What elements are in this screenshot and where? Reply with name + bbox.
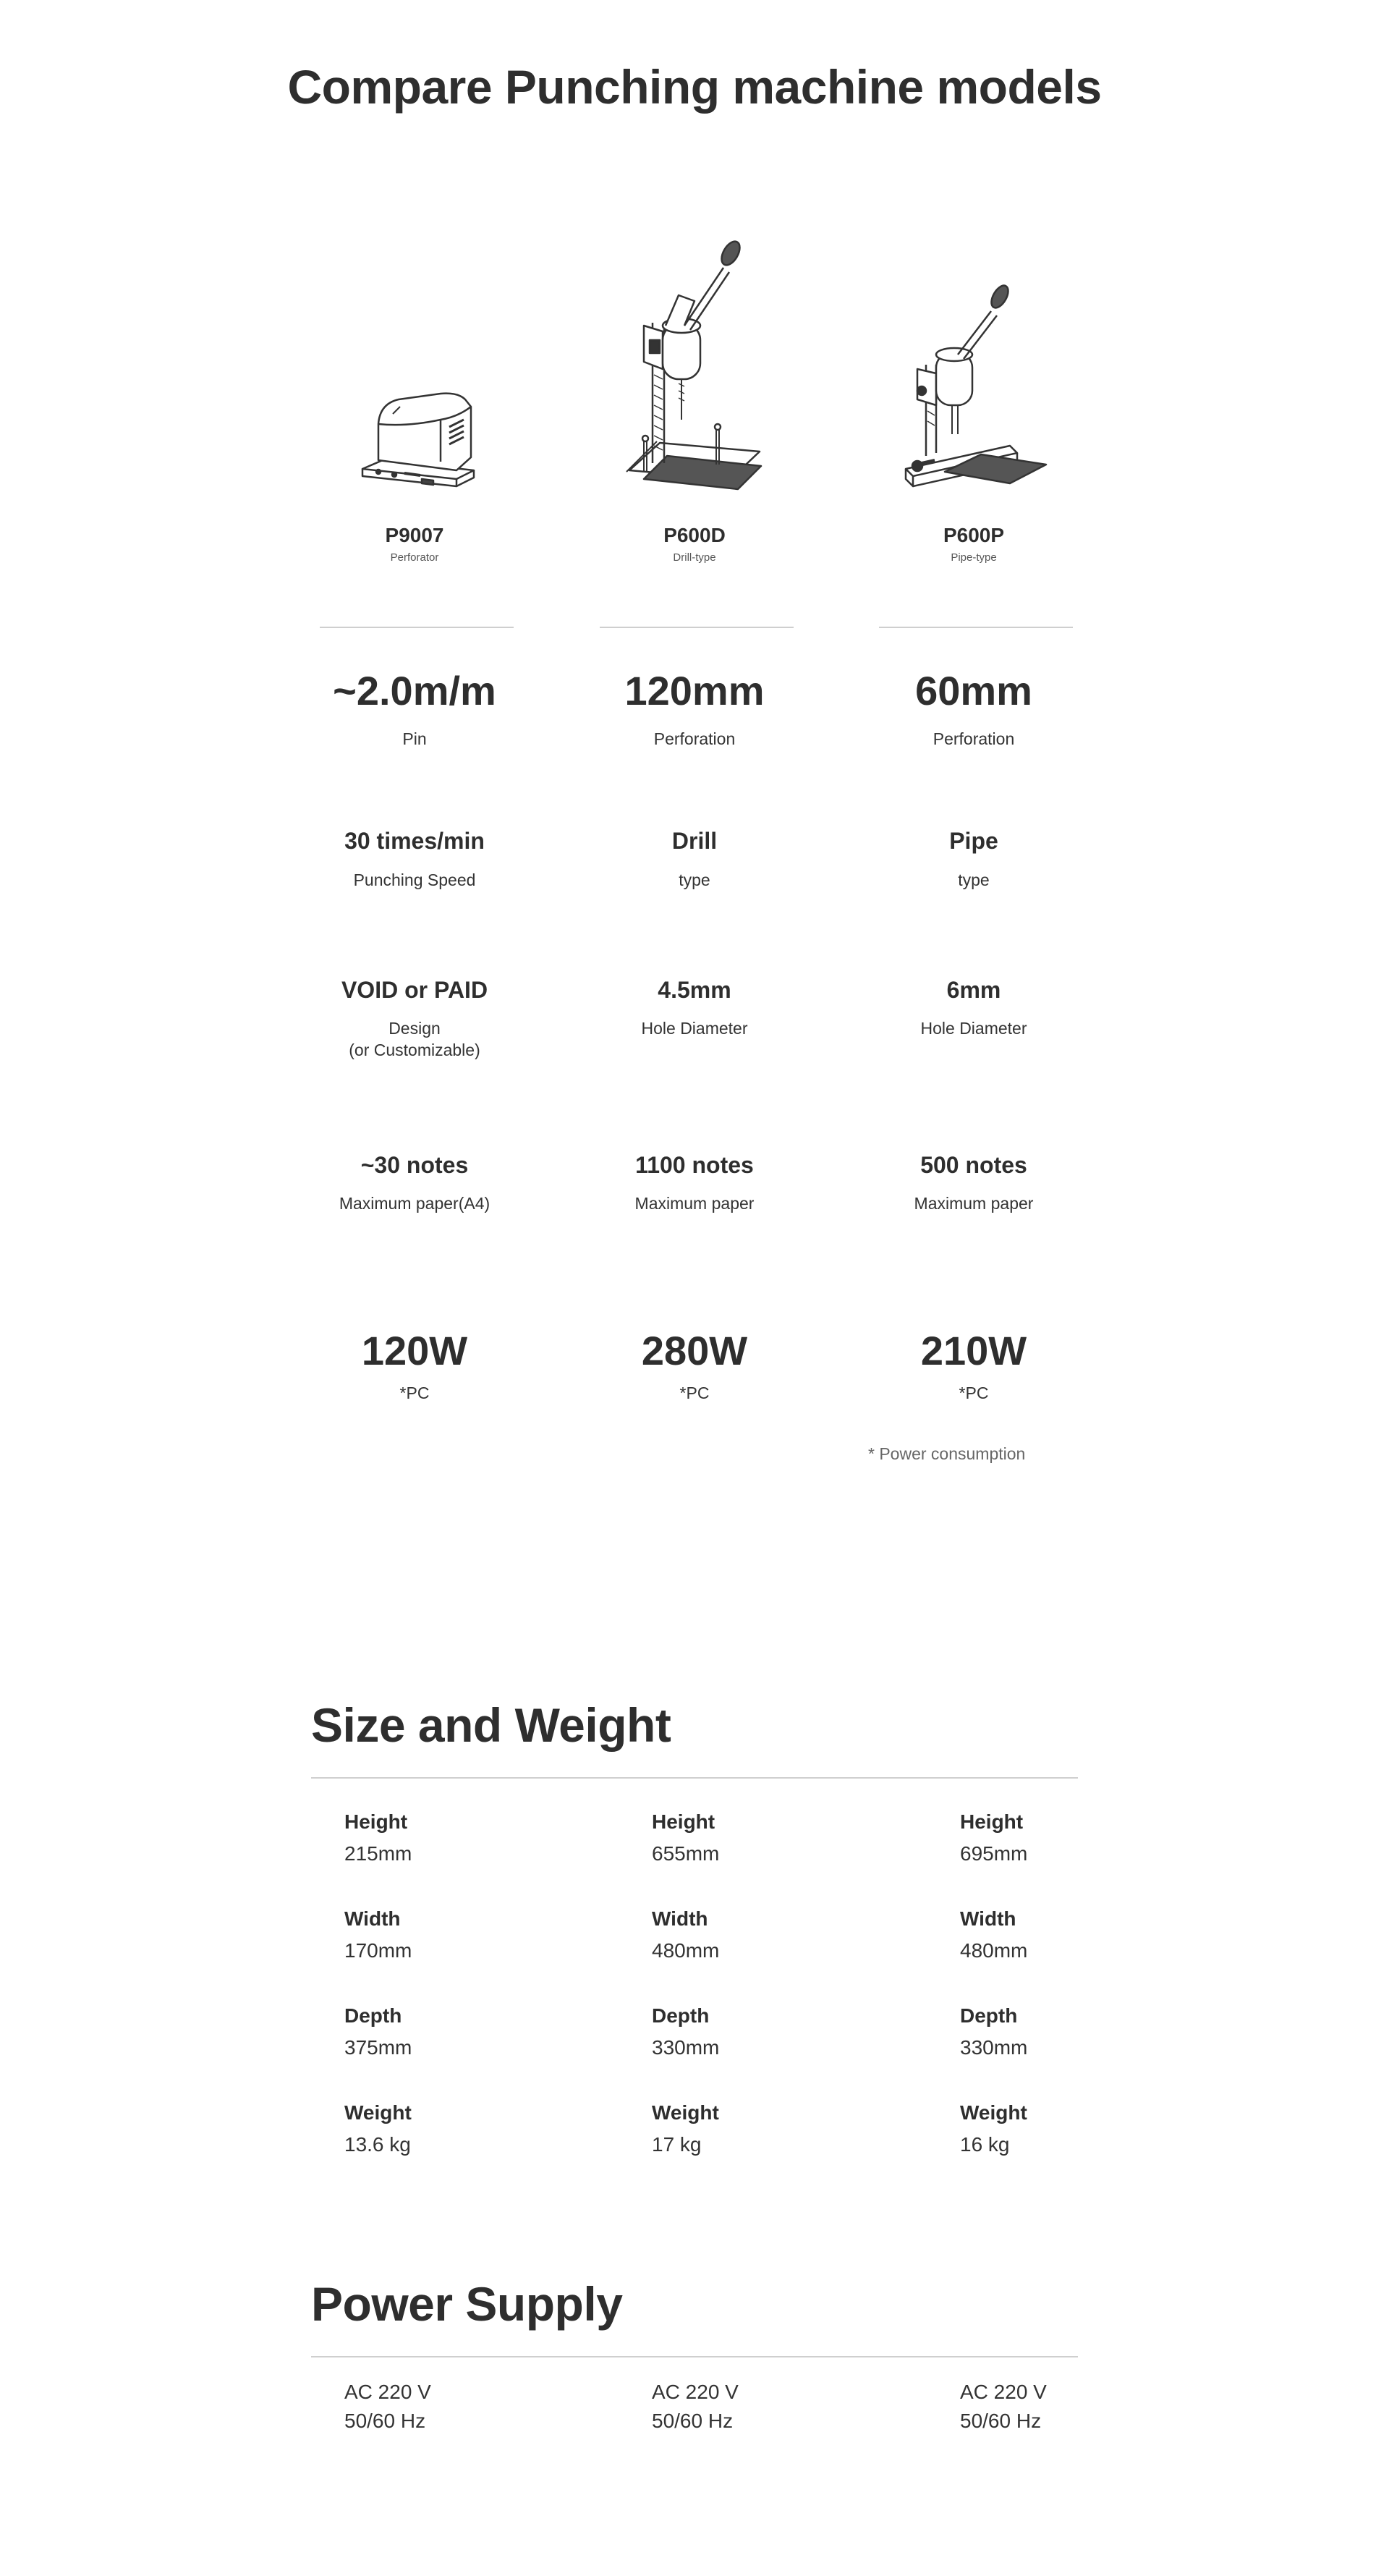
height-value: 215mm — [344, 1842, 412, 1865]
spec-speed-label: Punching Speed — [353, 870, 476, 889]
spec-perforation-value: 120mm — [624, 668, 765, 713]
spec-power-value: 120W — [361, 1328, 468, 1373]
voltage-value: AC 220 V — [344, 2381, 431, 2403]
width-label: Width — [652, 1907, 708, 1930]
spec-paper-value: 500 notes — [920, 1152, 1027, 1178]
size-weight-title: Size and Weight — [311, 1698, 671, 1752]
height-label: Height — [652, 1810, 715, 1833]
model-subtitle: Pipe-type — [951, 551, 997, 564]
depth-value: 375mm — [344, 2036, 412, 2059]
spec-hole-value: 4.5mm — [658, 977, 731, 1003]
spec-type-label: type — [958, 870, 990, 889]
spec-perforation-value: 60mm — [915, 668, 1032, 713]
width-label: Width — [960, 1907, 1016, 1930]
spec-design-value: VOID or PAID — [341, 977, 488, 1003]
column-divider — [879, 627, 1073, 628]
pipe-punching-machine-icon — [836, 210, 1111, 499]
weight-label: Weight — [652, 2101, 719, 2124]
depth-value: 330mm — [960, 2036, 1028, 2059]
size-weight-divider — [311, 1777, 1078, 1779]
height-value: 695mm — [960, 1842, 1028, 1865]
width-value: 480mm — [960, 1939, 1028, 1962]
width-label: Width — [344, 1907, 401, 1930]
drill-punching-machine-icon — [557, 210, 832, 499]
spec-paper-value: 1100 notes — [635, 1152, 754, 1178]
spec-type-value: Drill — [671, 828, 718, 854]
spec-power-label: *PC — [959, 1384, 989, 1402]
spec-perforation-label: Perforation — [653, 729, 736, 748]
width-value: 480mm — [652, 1939, 720, 1962]
spec-type-label: type — [679, 870, 710, 889]
frequency-value: 50/60 Hz — [960, 2410, 1042, 2432]
column-divider — [600, 627, 794, 628]
spec-design-label-2: (or Customizable) — [349, 1041, 480, 1059]
spec-paper-value: ~30 notes — [360, 1152, 469, 1178]
model-name: P9007 — [385, 524, 444, 546]
spec-power-label: *PC — [399, 1384, 430, 1402]
depth-value: 330mm — [652, 2036, 720, 2059]
depth-label: Depth — [652, 2004, 710, 2027]
perforator-machine-icon — [277, 210, 552, 499]
power-supply-title: Power Supply — [311, 2277, 623, 2331]
model-name: P600P — [943, 524, 1005, 546]
spec-speed-value: 30 times/min — [344, 828, 485, 854]
weight-value: 17 kg — [652, 2133, 702, 2156]
page-title: Compare Punching machine models — [287, 60, 1102, 114]
model-subtitle: Drill-type — [673, 551, 716, 564]
voltage-value: AC 220 V — [960, 2381, 1047, 2403]
spec-pin-label: Pin — [402, 729, 427, 748]
frequency-value: 50/60 Hz — [344, 2410, 426, 2432]
depth-label: Depth — [344, 2004, 402, 2027]
width-value: 170mm — [344, 1939, 412, 1962]
spec-hole-label: Hole Diameter — [641, 1019, 748, 1038]
frequency-value: 50/60 Hz — [652, 2410, 734, 2432]
weight-label: Weight — [344, 2101, 412, 2124]
weight-value: 13.6 kg — [344, 2133, 411, 2156]
spec-power-label: *PC — [679, 1384, 710, 1402]
model-name: P600D — [663, 524, 726, 546]
weight-label: Weight — [960, 2101, 1027, 2124]
height-label: Height — [960, 1810, 1024, 1833]
power-supply-divider — [311, 2356, 1078, 2357]
column-divider — [320, 627, 514, 628]
spec-power-value: 280W — [641, 1328, 748, 1373]
spec-type-value: Pipe — [949, 828, 998, 854]
spec-design-label: Design — [388, 1019, 441, 1038]
power-footnote: * Power consumption — [868, 1444, 1026, 1463]
spec-paper-label: Maximum paper — [914, 1194, 1034, 1213]
spec-hole-value: 6mm — [946, 977, 1001, 1003]
height-value: 655mm — [652, 1842, 720, 1865]
spec-power-value: 210W — [920, 1328, 1027, 1373]
depth-label: Depth — [960, 2004, 1018, 2027]
weight-value: 16 kg — [960, 2133, 1010, 2156]
height-label: Height — [344, 1810, 408, 1833]
spec-hole-label: Hole Diameter — [920, 1019, 1027, 1038]
spec-paper-label: Maximum paper(A4) — [339, 1194, 490, 1213]
spec-paper-label: Maximum paper — [634, 1194, 755, 1213]
model-subtitle: Perforator — [390, 551, 439, 564]
spec-perforation-label: Perforation — [933, 729, 1015, 748]
spec-pin-value: ~2.0m/m — [333, 668, 496, 713]
voltage-value: AC 220 V — [652, 2381, 739, 2403]
